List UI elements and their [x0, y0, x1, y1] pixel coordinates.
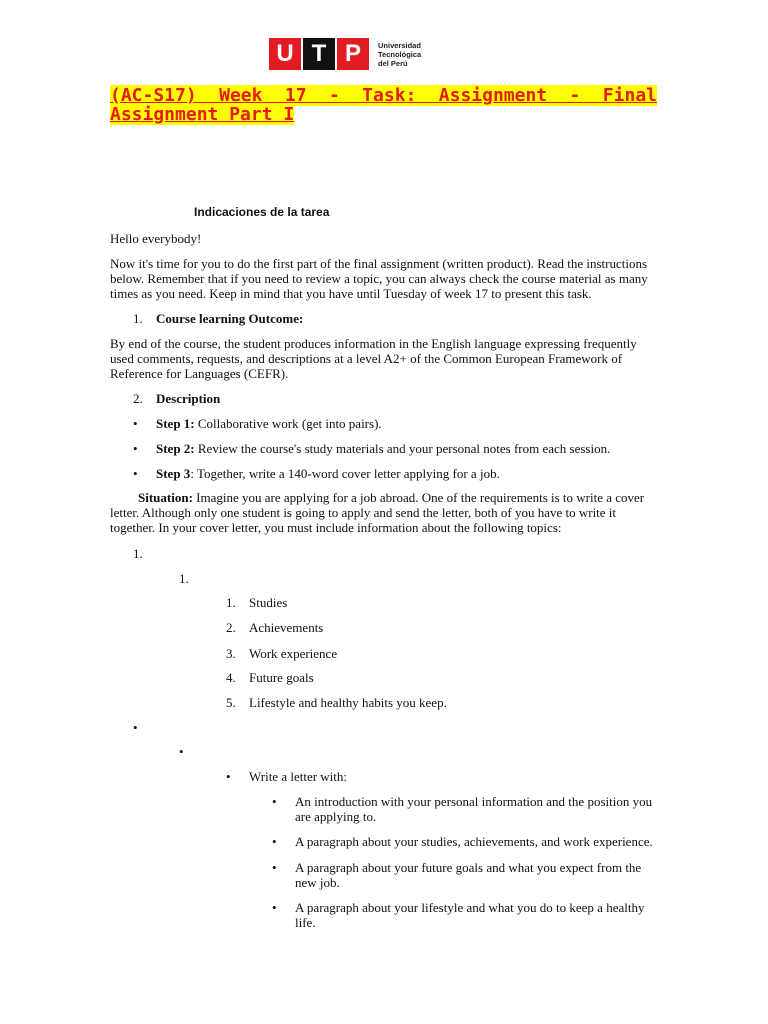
topic-lifestyle: Lifestyle and healthy habits you keep.: [249, 695, 447, 710]
section-1-number: 1.: [133, 311, 143, 326]
list-bullet: [133, 466, 138, 481]
intro-paragraph: Now it's time for you to do the first part of the final assignment (written product). Read the instructions below. Remember that if you need to review a topic, you can always check the course material as many times as you need. Keep in mind that you have until Tuesday of week 17 to present this task.: [110, 256, 648, 301]
topic-studies: Studies: [249, 595, 288, 610]
logo-line-3: del Perú: [378, 58, 408, 68]
logo-wordmark: [378, 41, 421, 68]
step-3: Step 3: Together, write a 140-word cover letter applying for a job.: [156, 466, 500, 481]
title-text: (AC-S17) Week 17 - Task: Assignment - Final Assignment Part I: [110, 85, 657, 125]
letter-item-introduction: An introduction with your personal information and the position you are applying to.: [295, 794, 653, 824]
topic-number: 1.: [226, 595, 236, 610]
section-2-number: 2.: [133, 391, 143, 406]
list-bullet: [133, 720, 138, 735]
list-bullet: [226, 769, 231, 784]
logo-line-1: Universidad: [378, 40, 421, 50]
logo-letter-p: P: [337, 38, 369, 70]
step-2: Step 2: Review the course's study materials and your personal notes from each session.: [156, 441, 611, 456]
topic-number: 5.: [226, 695, 236, 710]
logo-letter-t: T: [303, 38, 335, 70]
page-title: [110, 86, 657, 124]
topic-future-goals: Future goals: [249, 670, 314, 685]
list-bullet: [272, 860, 277, 875]
list-number: 1.: [133, 546, 143, 561]
topic-number: 2.: [226, 620, 236, 635]
topic-number: 4.: [226, 670, 236, 685]
section-2-heading: Description: [156, 391, 221, 406]
list-bullet: [133, 416, 138, 431]
topic-achievements: Achievements: [249, 620, 324, 635]
greeting: Hello everybody!: [110, 231, 202, 246]
list-bullet: [272, 900, 277, 915]
list-bullet: [272, 794, 277, 809]
situation-paragraph: Situation: Imagine you are applying for a job abroad. One of the requirements is to write a cover letter. Although only one student is going to apply and send the letter, both of you have to write it together. In your cover letter, you must include information about the following topics:: [110, 490, 645, 535]
topic-work-experience: Work experience: [249, 646, 338, 661]
letter-item-future-goals: A paragraph about your future goals and what you expect from the new job.: [295, 860, 642, 890]
list-bullet: [133, 441, 138, 456]
write-letter-instruction: Write a letter with:: [249, 769, 348, 784]
logo-line-2: Tecnológica: [378, 49, 422, 59]
logo-letter-u: U: [269, 38, 301, 70]
utp-logo: [269, 37, 421, 71]
section-1-heading: Course learning Outcome:: [156, 311, 304, 326]
topic-number: 3.: [226, 646, 236, 661]
list-number: 1.: [179, 571, 189, 586]
task-instructions-heading: Indicaciones de la tarea: [194, 205, 330, 219]
outcome-paragraph: By end of the course, the student produces information in the English language expressing frequently used comments, requests, and descriptions at a level A2+ of the Common European Framework of Reference for Languages (CEFR).: [110, 336, 637, 381]
step-1: Step 1: Collaborative work (get into pairs).: [156, 416, 382, 431]
list-bullet: [179, 744, 184, 759]
letter-item-studies: A paragraph about your studies, achievements, and work experience.: [295, 834, 653, 849]
list-bullet: [272, 834, 277, 849]
letter-item-lifestyle: A paragraph about your lifestyle and what you do to keep a healthy life.: [295, 900, 645, 930]
